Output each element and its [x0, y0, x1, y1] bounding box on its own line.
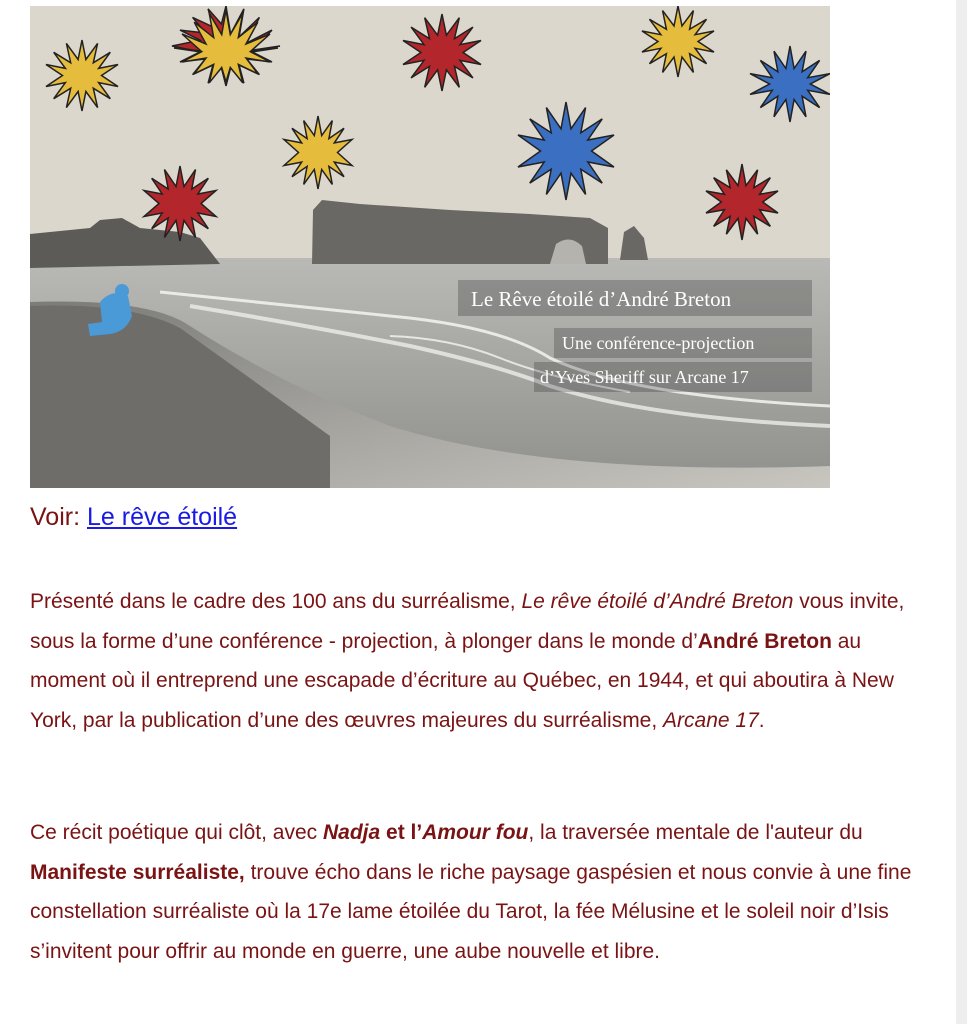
bold-italic-title: Nadja: [323, 821, 381, 844]
bold-italic-title: Amour fou: [422, 821, 529, 844]
bold-name: André Breton: [697, 629, 832, 653]
bold-title: [422, 821, 528, 844]
right-edge-rule: [956, 0, 967, 1024]
text-span: trouve écho dans le riche paysage gaspésien et nous convie à une fine constellation surréaliste où la 17e lame étoilée du Tarot, la fée Mélusine et le soleil noir d’Isis s’invitent pour offrir au monde en guerre, une aube nouvelle et libre.: [30, 860, 912, 963]
link-le-reve-etoile[interactable]: Le rêve étoilé: [86, 503, 238, 531]
text-span: , la traversée mentale de l'auteur du: [528, 821, 863, 844]
paragraph-body: [30, 813, 940, 971]
hero-subtitle-line1: Une conférence-projection: [562, 333, 755, 353]
italic-title: Le rêve étoilé d’André Breton: [521, 590, 794, 613]
italic-title: Arcane 17: [663, 708, 759, 732]
bold-title: [323, 821, 380, 844]
text-span: au moment où il entreprend une escapade d’écriture au Québec, en 1944, et qui aboutira à New York, par la publication d’une des œuvres majeures du surréalisme,: [30, 629, 894, 732]
caption: [30, 500, 237, 534]
text-span: Ce récit poétique qui clôt, avec: [30, 821, 323, 844]
text-span: Présenté dans le cadre des 100 ans du surréalisme,: [30, 590, 522, 613]
hero-subtitle-line2: d’Yves Sheriff sur Arcane 17: [540, 367, 749, 387]
caption-prefix: Voir:: [30, 503, 87, 531]
bold-text: et l’: [380, 821, 423, 844]
hero-title: Le Rêve étoilé d’André Breton: [471, 287, 732, 311]
bold-title: Manifeste surréaliste,: [30, 860, 245, 884]
text-span: vous invite, sous la forme d’une conférence - projection, à plonger dans le monde d’: [30, 590, 905, 653]
hero-image[interactable]: [30, 6, 830, 488]
paragraph-intro: [30, 582, 940, 740]
text-span: .: [758, 708, 765, 732]
